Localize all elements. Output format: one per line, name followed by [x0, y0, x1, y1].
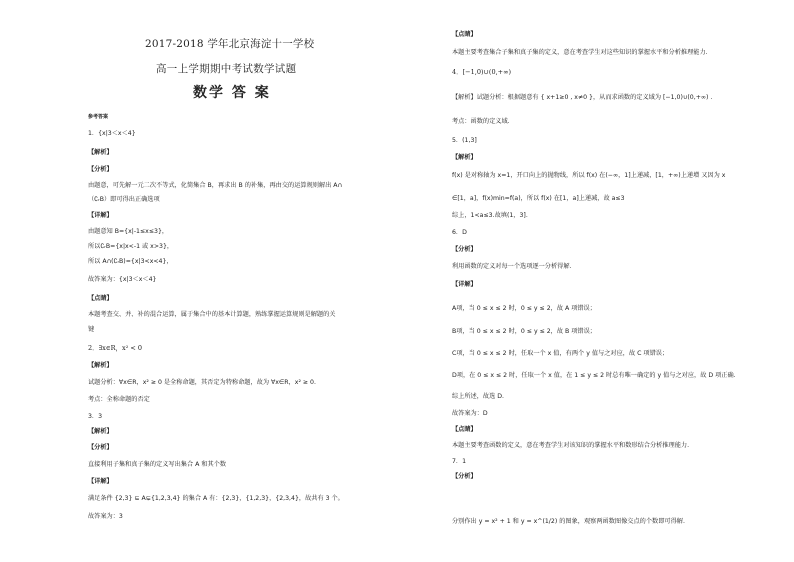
- q1-comment-line1: 本题考查交、并、补的混合运算，属于集合中的基本计算题，熟练掌握运算规则是解题的关: [88, 311, 336, 318]
- q4-kaodian: 考点：函数的定义域.: [452, 118, 510, 125]
- q6-detail-line2: B项，当 0 ≤ x ≤ 2 时，0 ≤ y ≤ 2，故 B 项错误；: [452, 328, 596, 335]
- q6-comment-line1: 本题主要考查函数的定义，意在考查学生对该知识的掌握水平和数形结合分析推理能力.: [452, 442, 690, 449]
- q7-answer: 7．1: [452, 458, 467, 465]
- q1-detail-line2: 所以∁ᵣB={x|x<-1 或 x>3}，: [88, 243, 174, 250]
- q1-analysis-line2: （∁ᵣB）即可得出正确选项: [88, 196, 160, 203]
- q1-detail-line4: 故答案为：{x|3＜x＜4}: [88, 276, 157, 283]
- q7-analysis-line1: 分别作出 y = x² + 1 和 y = x^(1/2) 的图象，观察两函数图像交点的个数即可得解.: [452, 518, 685, 525]
- q1-xiangjie-label: 【详解】: [88, 212, 113, 219]
- q4-answer: 4．[−1,0)∪(0,+∞): [452, 68, 512, 76]
- left-column: [88, 0, 418, 562]
- r-dianjing-label: 【点睛】: [452, 31, 477, 38]
- q6-dianjing-label: 【点睛】: [452, 426, 477, 433]
- q5-analysis-line1: f(x) 是对称轴为 x=1，开口向上的抛物线，所以 f(x) 在(−∞，1]上递减，[1，+∞)上递增 又因为 x: [452, 172, 726, 179]
- q1-jiexi-label: 【解析】: [88, 149, 113, 156]
- q5-jiexi-label: 【解析】: [452, 154, 477, 161]
- q5-analysis-line2: ∈[1，a]，f(x)min=f(a)，所以 f(x) 在[1，a]上递减，故 a≤3: [452, 195, 625, 202]
- document-title-answers: 数学 答 案: [193, 85, 271, 101]
- reference-answer-heading: 参考答案: [88, 114, 109, 120]
- q1-fenxi-label: 【分析】: [88, 166, 113, 173]
- q1-detail-line1: 由题意知 B={x|-1≤x≤3}，: [88, 228, 169, 235]
- document-title-exam: 高一上学期期中考试数学试题: [156, 63, 297, 75]
- q3-xiangjie-label: 【详解】: [88, 478, 113, 485]
- q3-detail-line2: 故答案为：3: [88, 513, 123, 520]
- q2-answer: 2．∃x∈R，x² < 0: [88, 344, 143, 352]
- r-comment-line1: 本题主要考查集合子集和真子集的定义，意在考查学生对这些知识的掌握水平和分析推理能力.: [452, 49, 708, 56]
- q2-jiexi-label: 【解析】: [88, 362, 113, 369]
- q3-fenxi-label: 【分析】: [88, 444, 113, 451]
- q6-answer: 6．D: [452, 229, 467, 236]
- q1-answer: 1．{x|3＜x＜4}: [88, 130, 136, 137]
- q2-analysis-line1: 试题分析：∀x∈R，x² ≥ 0 是全称命题，其否定为特称命题，故为 ∀x∈R，x² ≥ 0.: [88, 379, 316, 386]
- q3-detail-line1: 满足条件 {2,3} ⊆ A⊊{1,2,3,4} 的集合 A 有：{2,3}，{1,2,3}，{2,3,4}，故共有 3 个。: [88, 495, 344, 502]
- q1-dianjing-label: 【点睛】: [88, 295, 113, 302]
- q7-fenxi-label: 【分析】: [452, 473, 477, 480]
- q5-answer: 5．(1,3]: [452, 137, 477, 144]
- q6-detail-line6: 故答案为：D: [452, 410, 488, 417]
- q4-analysis-line1: 【解析】试题分析：根据题意有 { x+1≥0 , x≠0 }，从而求函数的定义域为 [−1,0)∪(0,+∞) .: [452, 94, 713, 101]
- q6-detail-line3: C项，当 0 ≤ x ≤ 2 时，任取一个 x 值，有两个 y 值与之对应，故 C 项错误；: [452, 350, 669, 357]
- q6-detail-line4: D项，在 0 ≤ x ≤ 2 时，任取一个 x 值，在 1 ≤ y ≤ 2 时总有唯一确定的 y 值与之对应，故 D 项正确.: [452, 372, 736, 379]
- q6-detail-line5: 综上所述，故选 D.: [452, 393, 505, 400]
- q2-kaodian: 考点：全称命题的否定: [88, 396, 150, 403]
- q3-jiexi-label: 【解析】: [88, 428, 113, 435]
- q3-answer: 3．3: [88, 413, 103, 420]
- q6-analysis-line1: 利用函数的定义对每一个选项逐一分析得解.: [452, 263, 572, 270]
- q5-analysis-line3: 综上，1<a≤3.故填(1，3].: [452, 212, 528, 219]
- q6-detail-line1: A项，当 0 ≤ x ≤ 2 时，0 ≤ y ≤ 2，故 A 项错误；: [452, 305, 596, 312]
- q6-fenxi-label: 【分析】: [452, 246, 477, 253]
- q3-analysis-line1: 直接利用子集和真子集的定义写出集合 A 和其个数: [88, 461, 227, 468]
- q1-comment-line2: 键: [88, 326, 95, 333]
- q1-analysis-line1: 由题意，可先解一元二次不等式，化简集合 B，再求出 B 的补集，再由交的运算规则解出 A∩: [88, 182, 343, 189]
- q6-xiangjie-label: 【详解】: [452, 281, 477, 288]
- document-title-school: 2017-2018 学年北京海淀十一学校: [145, 38, 315, 50]
- right-column: [452, 0, 792, 562]
- q1-detail-line3: 所以 A∩(∁ᵣB)={x|3<x<4}，: [88, 258, 173, 265]
